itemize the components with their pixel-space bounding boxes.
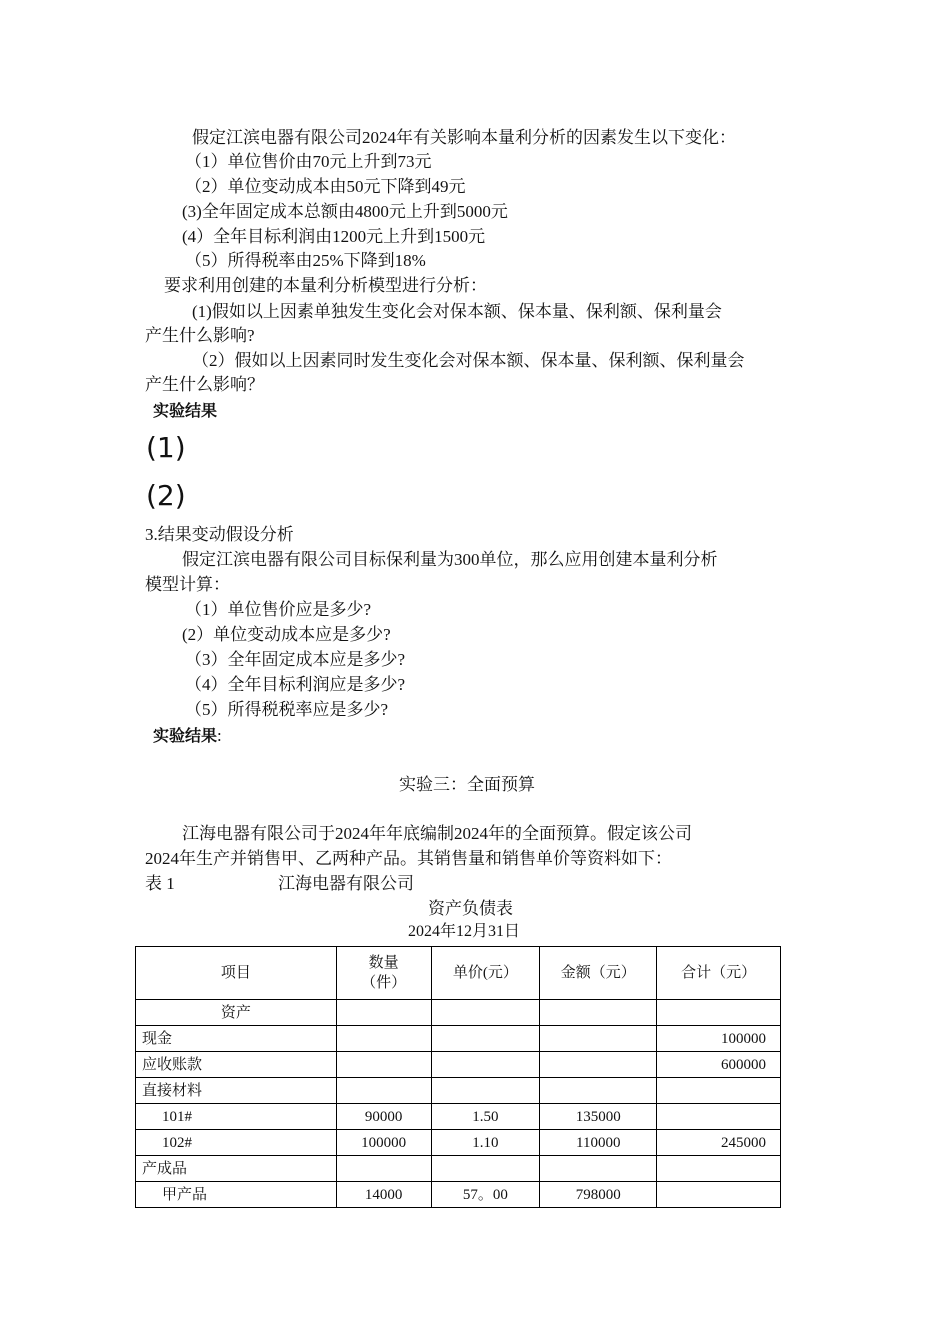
table-label: 表 1 (145, 874, 175, 893)
table-row (136, 1130, 781, 1156)
row-qty (336, 1052, 431, 1078)
row-item: 102# (136, 1130, 337, 1156)
cvp-change-3: (3)全年固定成本总额由4800元上升到5000元 (182, 202, 508, 221)
row-price (431, 1078, 540, 1104)
row-qty (336, 1026, 431, 1052)
row-item: 应收账款 (136, 1052, 337, 1078)
company-name: 江海电器有限公司 (278, 874, 414, 893)
cvp-result-label: 实验结果 (153, 401, 218, 420)
row-item: 现金 (136, 1026, 337, 1052)
header-qty-line2: （件） (361, 975, 407, 991)
header-amount: 金额（元） (540, 947, 657, 1000)
row-price (431, 1052, 540, 1078)
row-item: 资产 (136, 1000, 337, 1026)
cvp-question-1-cont: 产生什么影响? (145, 326, 255, 345)
row-price: 1.10 (431, 1130, 540, 1156)
whatif-question-3: （3）全年固定成本应是多少? (185, 650, 406, 669)
row-qty (336, 1000, 431, 1026)
row-amount (540, 1000, 657, 1026)
cvp-question-2-cont: 产生什么影响？ (145, 375, 264, 394)
cvp-result-1: (1) (146, 431, 186, 464)
header-total: 合计（元） (657, 947, 781, 1000)
header-qty-line1: 数量 (368, 955, 399, 971)
whatif-intro: 假定江滨电器有限公司目标保利量为300单位，那么应用创建本量利分析 (182, 550, 718, 569)
whatif-heading: 3.结果变动假设分析 (145, 525, 294, 544)
cvp-change-5: （5）所得税率由25%下降到18% (185, 251, 426, 270)
table-row (136, 1078, 781, 1104)
cvp-question-1: (1)假如以上因素单独发生变化会对保本额、保本量、保利额、保利量会 (192, 302, 722, 321)
row-item: 101# (136, 1104, 337, 1130)
row-total: 100000 (657, 1026, 781, 1052)
whatif-result-label: 实验结果 (153, 726, 218, 745)
table-row (136, 1052, 781, 1078)
header-qty (336, 947, 431, 1000)
row-amount (540, 1078, 657, 1104)
row-total (657, 1156, 781, 1182)
row-qty: 100000 (336, 1130, 431, 1156)
whatif-intro-cont: 模型计算： (145, 575, 230, 594)
row-qty (336, 1078, 431, 1104)
table-title: 资产负债表 (428, 899, 513, 918)
cvp-result-2: (2) (146, 479, 186, 512)
row-amount (540, 1026, 657, 1052)
whatif-question-4: （4）全年目标利润应是多少? (185, 675, 406, 694)
table-row (136, 1182, 781, 1208)
row-total (657, 1000, 781, 1026)
budget-title: 实验三：全面预算 (399, 775, 535, 794)
whatif-question-5: （5）所得税税率应是多少? (185, 700, 389, 719)
table-date: 2024年12月31日 (408, 923, 521, 940)
table-row (136, 1104, 781, 1130)
whatif-result (153, 724, 222, 748)
row-total (657, 1182, 781, 1208)
row-total (657, 1078, 781, 1104)
budget-paragraph-cont: 2024年生产并销售甲、乙两种产品。其销售量和销售单价等资料如下： (145, 849, 672, 868)
cvp-change-1: （1）单位售价由70元上升到73元 (185, 152, 432, 171)
header-price: 单价(元） (431, 947, 540, 1000)
whatif-question-2: (2）单位变动成本应是多少? (182, 625, 391, 644)
cvp-question-2: （2）假如以上因素同时发生变化会对保本额、保本量、保利额、保利量会 (192, 351, 745, 370)
row-item: 直接材料 (136, 1078, 337, 1104)
cvp-requirement: 要求利用创建的本量利分析模型进行分析： (164, 276, 487, 295)
row-qty (336, 1156, 431, 1182)
row-item: 产成品 (136, 1156, 337, 1182)
whatif-question-1: （1）单位售价应是多少? (185, 600, 372, 619)
row-price (431, 1156, 540, 1182)
cvp-intro: 假定江滨电器有限公司2024年有关影响本量利分析的因素发生以下变化： (192, 128, 736, 147)
table-row (136, 1156, 781, 1182)
cvp-change-2: （2）单位变动成本由50元下降到49元 (185, 177, 466, 196)
row-price: 57。00 (431, 1182, 540, 1208)
table-header-row (136, 947, 781, 1000)
row-total: 600000 (657, 1052, 781, 1078)
cvp-change-4: (4）全年目标利润由1200元上升到1500元 (182, 227, 486, 246)
row-qty: 14000 (336, 1182, 431, 1208)
table-row (136, 1000, 781, 1026)
row-total (657, 1104, 781, 1130)
row-amount (540, 1052, 657, 1078)
row-amount: 110000 (540, 1130, 657, 1156)
row-item: 甲产品 (136, 1182, 337, 1208)
whatif-result-colon: : (217, 726, 222, 745)
header-item: 项目 (136, 947, 337, 1000)
row-amount: 798000 (540, 1182, 657, 1208)
row-total: 245000 (657, 1130, 781, 1156)
row-price (431, 1000, 540, 1026)
row-price (431, 1026, 540, 1052)
row-price: 1.50 (431, 1104, 540, 1130)
balance-sheet-table (135, 946, 781, 1208)
row-qty: 90000 (336, 1104, 431, 1130)
row-amount: 135000 (540, 1104, 657, 1130)
table-row (136, 1026, 781, 1052)
row-amount (540, 1156, 657, 1182)
budget-paragraph: 江海电器有限公司于2024年年底编制2024年的全面预算。假定该公司 (182, 824, 692, 843)
